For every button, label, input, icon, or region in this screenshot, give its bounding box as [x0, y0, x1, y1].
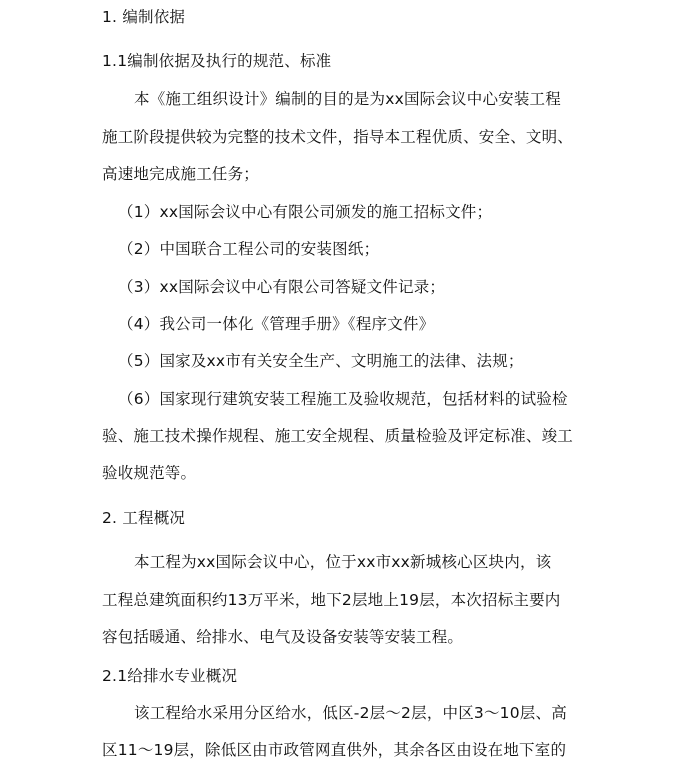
list-item-5: （5）国家及xx市有关安全生产、文明施工的法律、法规；	[118, 352, 524, 370]
section-1-1-title: 1.1编制依据及执行的规范、标准	[102, 52, 332, 70]
overview-line-1: 本工程为xx国际会议中心，位于xx市xx新城核心区块内，该	[134, 553, 552, 571]
list-item-4: （4）我公司一体化《管理手册》《程序文件》	[118, 315, 435, 333]
water-supply-line-1: 该工程给水采用分区给水，低区-2层～2层，中区3～10层、高	[134, 704, 567, 722]
intro-line-2: 施工阶段提供较为完整的技术文件，指导本工程优质、安全、文明、	[102, 128, 574, 146]
list-item-6-line-2: 验、施工技术操作规程、施工安全规程、质量检验及评定标准、竣工	[102, 427, 574, 445]
overview-line-2: 工程总建筑面积约13万平米，地下2层地上19层，本次招标主要内	[102, 591, 561, 609]
water-supply-line-2: 区11～19层，除低区由市政管网直供外，其余各区由设在地下室的	[102, 741, 567, 759]
section-2-title: 2. 工程概况	[102, 509, 186, 527]
list-item-3: （3）xx国际会议中心有限公司答疑文件记录；	[118, 278, 446, 296]
list-item-6-line-3: 验收规范等。	[102, 464, 197, 482]
section-1-title: 1. 编制依据	[102, 8, 186, 26]
intro-line-1: 本《施工组织设计》编制的目的是为xx国际会议中心安装工程	[134, 90, 561, 108]
section-2-1-title: 2.1给排水专业概况	[102, 667, 238, 685]
list-item-1: （1）xx国际会议中心有限公司颁发的施工招标文件；	[118, 203, 493, 221]
overview-line-3: 容包括暖通、给排水、电气及设备安装等安装工程。	[102, 628, 464, 646]
list-item-6-line-1: （6）国家现行建筑安装工程施工及验收规范，包括材料的试验检	[118, 390, 568, 408]
list-item-2: （2）中国联合工程公司的安装图纸；	[118, 240, 380, 258]
intro-line-3: 高速地完成施工任务；	[102, 165, 260, 183]
